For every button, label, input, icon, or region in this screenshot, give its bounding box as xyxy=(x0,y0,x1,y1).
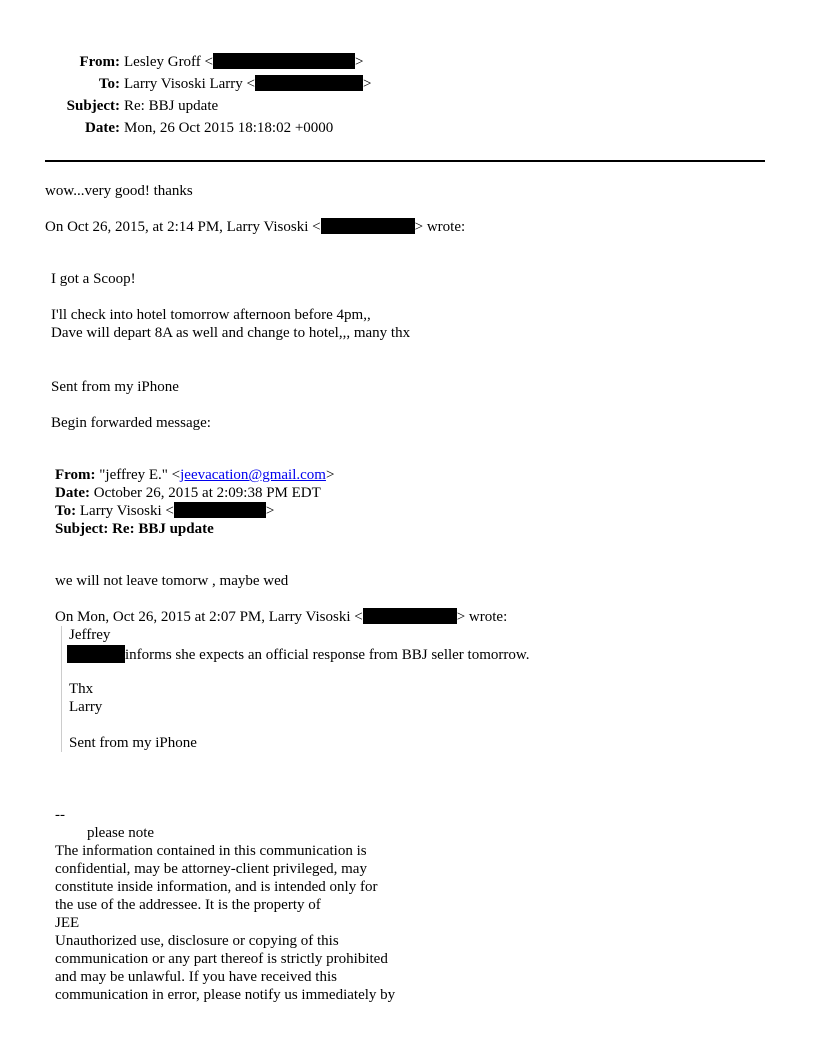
fwd-subject-label: Subject: Re: BBJ update xyxy=(55,521,214,537)
disclaimer-line: constitute inside information, and is intended only for xyxy=(55,879,378,895)
redaction-box xyxy=(321,218,415,234)
reply-attribution: On Oct 26, 2015, at 2:14 PM, Larry Visoski < > wrote: xyxy=(45,219,466,235)
disclaimer-line: confidential, may be attorney-client privileged, may xyxy=(55,861,367,877)
fwd-body: we will not leave tomorw , maybe wed xyxy=(55,573,289,589)
fwd-subject-row xyxy=(55,520,214,538)
header-to-row: To: Larry Visoski Larry < > xyxy=(0,75,371,93)
header-from-row: From: Lesley Groff < > xyxy=(0,53,363,71)
redaction-box xyxy=(363,608,457,624)
disclaimer-line: the use of the addressee. It is the property of xyxy=(55,897,321,913)
disclaimer-line: and may be unlawful. If you have received this xyxy=(55,969,337,985)
header-subject-row xyxy=(0,97,218,115)
larry-line-2: I'll check into hotel tomorrow afternoon before 4pm,, xyxy=(51,307,371,323)
header-from-label: From: xyxy=(79,54,120,70)
quoted-greeting: Jeffrey xyxy=(69,627,111,643)
fwd-from-row: From: "jeffrey E." <jeevacation@gmail.com> xyxy=(55,467,335,483)
fwd-date-label: Date: xyxy=(55,485,90,501)
quote-bar xyxy=(61,626,62,752)
header-divider xyxy=(45,160,765,162)
quoted-sent-from: Sent from my iPhone xyxy=(69,735,197,751)
quoted-thx: Thx xyxy=(69,681,94,697)
signature-disclaimer xyxy=(55,842,395,1004)
quoted-name: Larry xyxy=(69,699,103,715)
signature-note: please note xyxy=(87,825,155,841)
larry-line-1: I got a Scoop! xyxy=(51,271,136,287)
fwd-attribution: On Mon, Oct 26, 2015 at 2:07 PM, Larry Visoski < > wrote: xyxy=(55,609,508,625)
fwd-from-label: From: xyxy=(55,467,96,483)
larry-sent-from: Sent from my iPhone xyxy=(51,379,179,395)
header-date-row xyxy=(0,119,333,137)
redaction-box xyxy=(255,75,363,91)
fwd-to-row: To: Larry Visoski < > xyxy=(55,503,275,519)
fwd-to-label: To: xyxy=(55,503,77,519)
quoted-line: informs she expects an official response from BBJ seller tomorrow. xyxy=(67,645,530,664)
header-subject-value: Re: BBJ update xyxy=(124,98,219,114)
begin-forwarded: Begin forwarded message: xyxy=(51,415,211,431)
header-to-value: Larry Visoski Larry < xyxy=(124,76,256,92)
redaction-box xyxy=(67,645,125,663)
fwd-date-row: Date: October 26, 2015 at 2:09:38 PM EDT xyxy=(55,485,321,501)
header-to-label: To: xyxy=(98,76,120,92)
header-date-value: Mon, 26 Oct 2015 18:18:02 +0000 xyxy=(124,120,334,136)
disclaimer-line: communication or any part thereof is strictly prohibited xyxy=(55,951,388,967)
reply-text: wow...very good! thanks xyxy=(45,183,193,199)
redaction-box xyxy=(174,502,266,518)
disclaimer-line: Unauthorized use, disclosure or copying of this xyxy=(55,933,339,949)
redaction-box xyxy=(213,53,355,69)
fwd-from-email-link[interactable]: jeevacation@gmail.com xyxy=(180,467,326,483)
signature-dashes: -- xyxy=(55,807,65,823)
header-date-label: Date: xyxy=(85,120,120,136)
header-from-value: Lesley Groff < xyxy=(124,54,213,70)
disclaimer-line: JEE xyxy=(55,915,80,931)
larry-line-3: Dave will depart 8A as well and change to hotel,,, many thx xyxy=(51,325,411,341)
disclaimer-line: communication in error, please notify us immediately by xyxy=(55,987,396,1003)
disclaimer-line: The information contained in this communication is xyxy=(55,843,367,859)
header-subject-label: Subject: xyxy=(66,98,120,114)
